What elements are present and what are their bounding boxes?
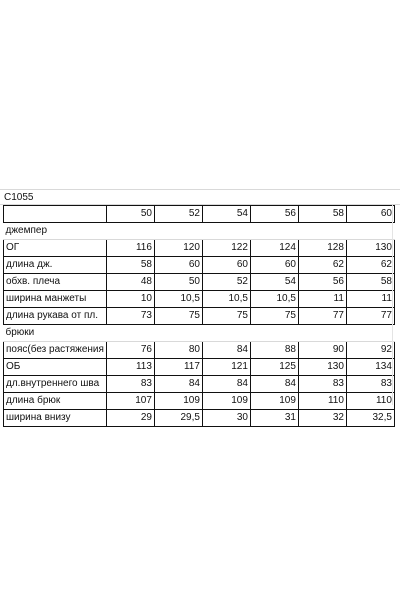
section-empty-cell [298, 325, 346, 342]
section-label: брюки [4, 325, 107, 342]
measurement-value: 48 [106, 274, 154, 291]
section-empty-cell [154, 325, 202, 342]
measurement-value: 77 [346, 308, 394, 325]
section-empty-cell [202, 223, 250, 240]
section-empty-cell [250, 325, 298, 342]
measurement-row [4, 308, 395, 325]
size-table [3, 205, 395, 427]
measurement-value: 84 [154, 376, 202, 393]
measurement-value: 84 [202, 342, 250, 359]
size-table-body [4, 206, 395, 427]
section-empty-cell [346, 325, 394, 342]
measurement-value: 58 [106, 257, 154, 274]
measurement-row [4, 393, 395, 410]
measurement-value: 75 [202, 308, 250, 325]
measurement-label: длина дж. [4, 257, 107, 274]
measurement-value: 107 [106, 393, 154, 410]
measurement-label: длина брюк [4, 393, 107, 410]
measurement-value: 116 [106, 240, 154, 257]
measurement-value: 80 [154, 342, 202, 359]
measurement-value: 128 [298, 240, 346, 257]
measurement-value: 109 [154, 393, 202, 410]
measurement-row [4, 359, 395, 376]
section-row [4, 223, 395, 240]
measurement-label: ОГ [4, 240, 107, 257]
measurement-value: 90 [298, 342, 346, 359]
sheet-title: C1055 [4, 192, 34, 203]
measurement-value: 75 [154, 308, 202, 325]
measurement-value: 124 [250, 240, 298, 257]
size-header-row [4, 206, 395, 223]
measurement-value: 10 [106, 291, 154, 308]
measurement-value: 10,5 [202, 291, 250, 308]
measurement-label: дл.внутреннего шва [4, 376, 107, 393]
measurement-value: 32 [298, 410, 346, 427]
size-header-cell: 58 [298, 206, 346, 223]
measurement-value: 60 [250, 257, 298, 274]
measurement-value: 120 [154, 240, 202, 257]
measurement-value: 117 [154, 359, 202, 376]
measurement-row [4, 257, 395, 274]
measurement-value: 125 [250, 359, 298, 376]
measurement-value: 29,5 [154, 410, 202, 427]
measurement-value: 11 [298, 291, 346, 308]
measurement-value: 62 [346, 257, 394, 274]
measurement-value: 10,5 [154, 291, 202, 308]
measurement-value: 76 [106, 342, 154, 359]
measurement-value: 110 [346, 393, 394, 410]
header-empty-cell [4, 206, 107, 223]
measurement-value: 121 [202, 359, 250, 376]
measurement-value: 11 [346, 291, 394, 308]
section-label: джемпер [4, 223, 107, 240]
measurement-value: 50 [154, 274, 202, 291]
section-empty-cell [106, 223, 154, 240]
measurement-value: 130 [298, 359, 346, 376]
measurement-value: 134 [346, 359, 394, 376]
measurement-value: 113 [106, 359, 154, 376]
measurement-value: 83 [106, 376, 154, 393]
measurement-value: 77 [298, 308, 346, 325]
measurement-value: 56 [298, 274, 346, 291]
measurement-value: 31 [250, 410, 298, 427]
measurement-label: пояс(без растяжения [4, 342, 107, 359]
grid-edge [392, 205, 400, 405]
size-header-cell: 50 [106, 206, 154, 223]
measurement-value: 109 [202, 393, 250, 410]
section-empty-cell [106, 325, 154, 342]
section-empty-cell [202, 325, 250, 342]
measurement-value: 58 [346, 274, 394, 291]
measurement-value: 110 [298, 393, 346, 410]
measurement-label: ширина манжеты [4, 291, 107, 308]
measurement-row [4, 291, 395, 308]
measurement-value: 62 [298, 257, 346, 274]
measurement-row [4, 274, 395, 291]
measurement-label: ширина внизу [4, 410, 107, 427]
measurement-value: 32,5 [346, 410, 394, 427]
section-empty-cell [250, 223, 298, 240]
measurement-value: 60 [154, 257, 202, 274]
measurement-row [4, 342, 395, 359]
measurement-value: 75 [250, 308, 298, 325]
measurement-value: 122 [202, 240, 250, 257]
section-row [4, 325, 395, 342]
measurement-value: 73 [106, 308, 154, 325]
measurement-value: 54 [250, 274, 298, 291]
section-empty-cell [346, 223, 394, 240]
measurement-value: 83 [298, 376, 346, 393]
size-header-cell: 60 [346, 206, 394, 223]
size-header-cell: 56 [250, 206, 298, 223]
size-header-cell: 54 [202, 206, 250, 223]
section-empty-cell [298, 223, 346, 240]
measurement-label: ОБ [4, 359, 107, 376]
measurement-value: 84 [202, 376, 250, 393]
measurement-value: 84 [250, 376, 298, 393]
measurement-row [4, 376, 395, 393]
measurement-value: 52 [202, 274, 250, 291]
measurement-value: 83 [346, 376, 394, 393]
measurement-label: длина рукава от пл. [4, 308, 107, 325]
measurement-value: 60 [202, 257, 250, 274]
measurement-value: 88 [250, 342, 298, 359]
measurement-value: 29 [106, 410, 154, 427]
measurement-label: обхв. плеча [4, 274, 107, 291]
size-header-cell: 52 [154, 206, 202, 223]
measurement-value: 130 [346, 240, 394, 257]
measurement-value: 92 [346, 342, 394, 359]
measurement-value: 30 [202, 410, 250, 427]
measurement-value: 109 [250, 393, 298, 410]
measurement-row [4, 410, 395, 427]
title-row [0, 189, 400, 205]
measurement-row [4, 240, 395, 257]
section-empty-cell [154, 223, 202, 240]
measurement-value: 10,5 [250, 291, 298, 308]
